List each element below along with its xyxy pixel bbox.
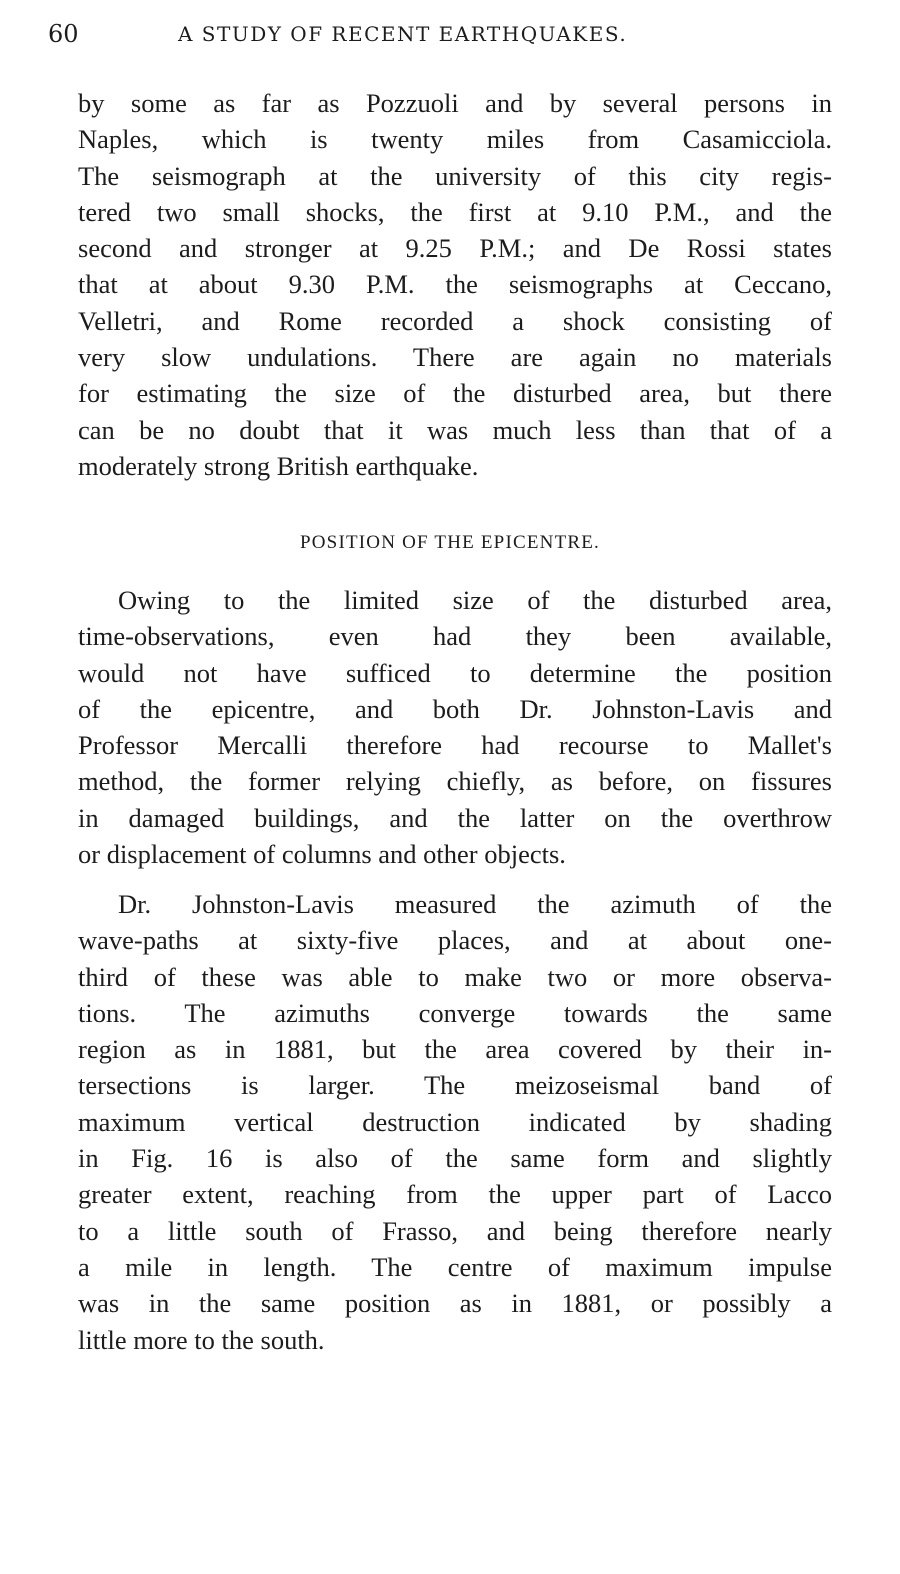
text-line: Dr. Johnston-Lavis measured the azimuth of the xyxy=(118,889,832,919)
text-line: little more to the south. xyxy=(78,1324,325,1355)
text-line: would not have sufficed to determine the position xyxy=(78,657,832,688)
text-line: in Fig. 16 is also of the same form and slightly xyxy=(78,1143,832,1174)
text-line: can be no doubt that it was much less than that of a xyxy=(78,414,832,445)
text-line: third of these was able to make two or more observa- xyxy=(78,961,832,992)
running-title: A STUDY OF RECENT EARTHQUAKES. xyxy=(178,22,628,46)
section-heading: POSITION OF THE EPICENTRE. xyxy=(299,532,601,553)
text-line: second and stronger at 9.25 P.M.; and De Rossi states xyxy=(78,233,832,264)
page-number: 60 xyxy=(48,20,79,48)
text-line: maximum vertical destruction indicated by shading xyxy=(78,1106,832,1137)
text-line: was in the same position as in 1881, or possibly a xyxy=(78,1288,832,1319)
paragraph-3 xyxy=(78,886,832,1358)
text-line: region as in 1881, but the area covered by their in- xyxy=(78,1034,832,1065)
text-line: or displacement of columns and other objects. xyxy=(78,839,566,870)
text-line: Professor Mercalli therefore had recourse to Mallet's xyxy=(78,730,832,761)
text-line: very slow undulations. There are again no materials xyxy=(78,342,832,373)
paragraph-2 xyxy=(78,582,832,872)
text-line: tions. The azimuths converge towards the same xyxy=(78,997,832,1028)
text-line: time-observations, even had they been available, xyxy=(78,621,832,652)
text-line: The seismograph at the university of this city regis- xyxy=(78,160,832,191)
text-line: a mile in length. The centre of maximum impulse xyxy=(78,1251,832,1282)
text-line: wave-paths at sixty-five places, and at about one- xyxy=(78,925,832,956)
text-line: tered two small shocks, the first at 9.10 P.M., and the xyxy=(78,196,832,227)
text-line: in damaged buildings, and the latter on the overthrow xyxy=(78,802,832,833)
text-line: greater extent, reaching from the upper part of Lacco xyxy=(78,1179,832,1210)
text-line: method, the former relying chiefly, as before, on fissures xyxy=(78,766,832,797)
text-line: by some as far as Pozzuoli and by several persons in xyxy=(78,88,832,118)
text-line: that at about 9.30 P.M. the seismographs at Ceccano, xyxy=(78,269,832,300)
text-line: for estimating the size of the disturbed area, but there xyxy=(78,378,832,409)
text-line: Owing to the limited size of the disturbed area, xyxy=(118,585,832,615)
text-line: moderately strong British earthquake. xyxy=(78,450,479,481)
text-line: tersections is larger. The meizoseismal band of xyxy=(78,1070,832,1101)
paragraph-1 xyxy=(78,85,832,484)
page-header xyxy=(48,20,828,56)
text-line: Naples, which is twenty miles from Casamicciola. xyxy=(78,124,832,155)
text-line: to a little south of Frasso, and being therefore nearly xyxy=(78,1215,832,1246)
text-line: of the epicentre, and both Dr. Johnston-Lavis and xyxy=(78,693,832,724)
text-line: Velletri, and Rome recorded a shock consisting of xyxy=(78,305,832,336)
